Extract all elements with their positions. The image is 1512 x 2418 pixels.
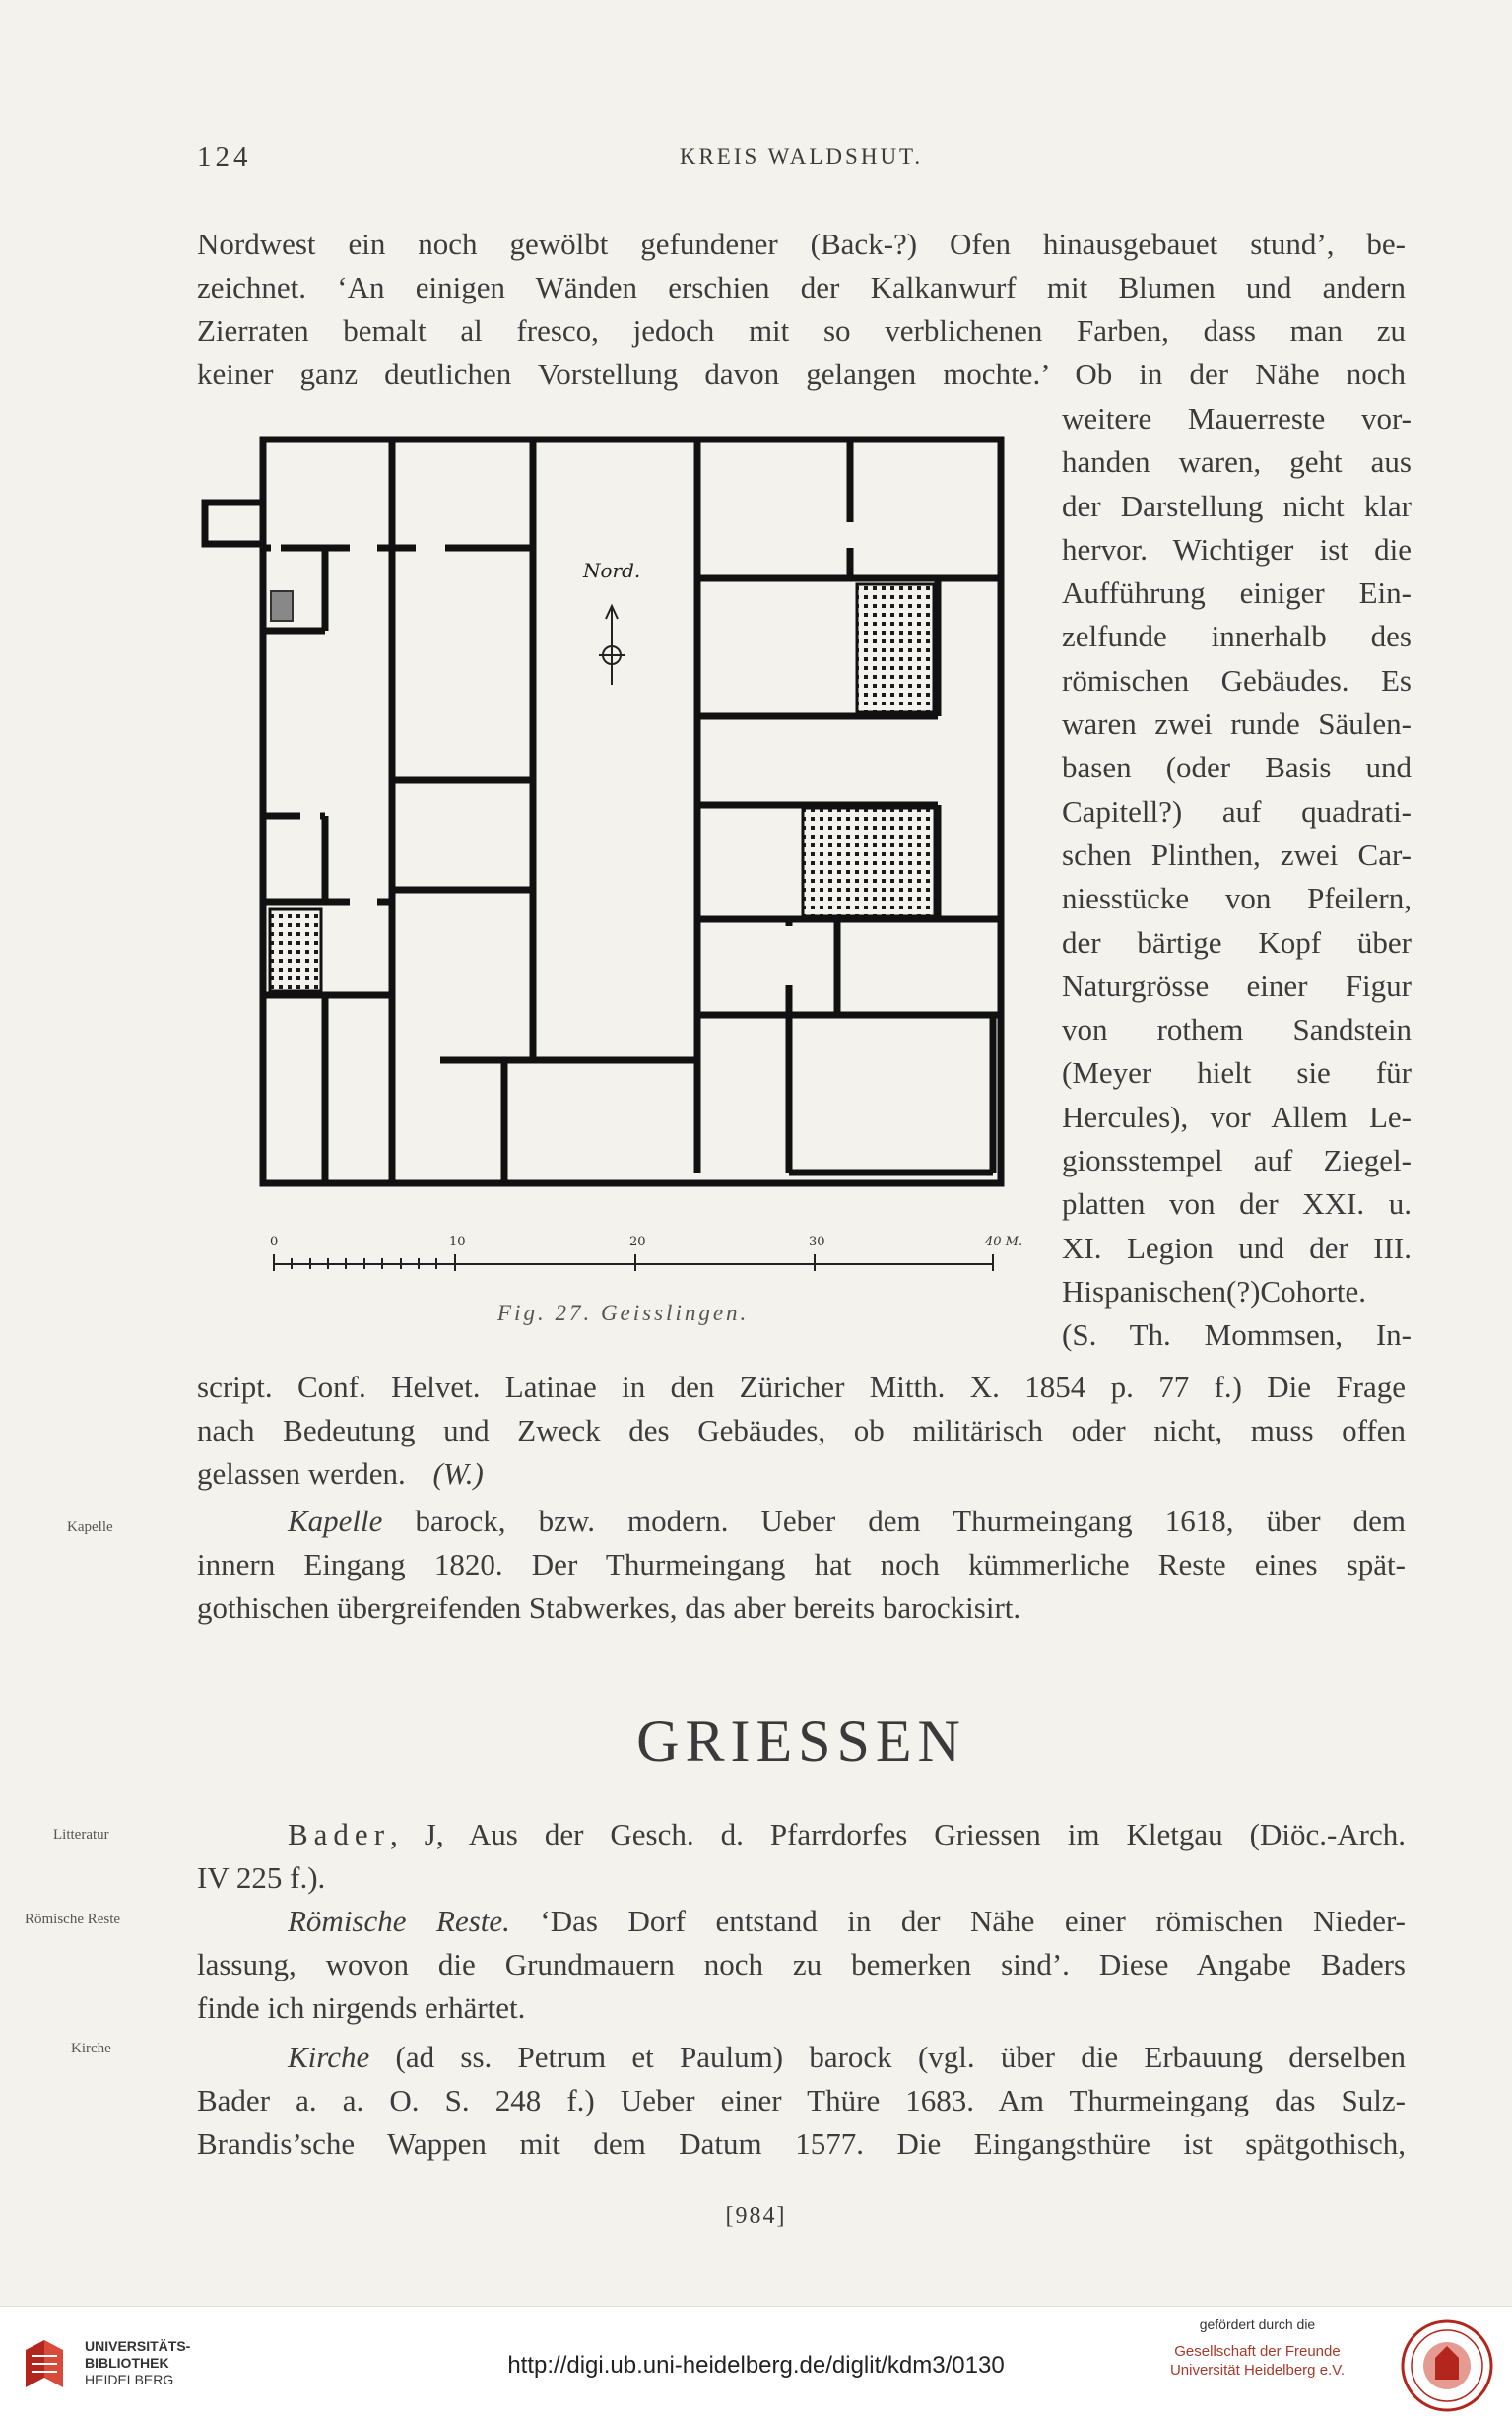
text-line bbox=[197, 1813, 1406, 1856]
text-fragment: (ad ss. Petrum et Paulum) barock (vgl. über die Erbauung derselben bbox=[395, 2040, 1406, 2074]
author-name: Bader bbox=[288, 1817, 391, 1851]
text-line: platten von der XXI. u. bbox=[1062, 1186, 1412, 1222]
text-line: Nordwest ein noch gewölbt gefundener (Back-?) Ofen hinausgebauet stund’, be- bbox=[197, 227, 1406, 261]
paragraph-end bbox=[197, 1366, 1406, 1496]
page-header bbox=[197, 141, 1406, 180]
floor-plan-drawing bbox=[197, 434, 1054, 1301]
text-line: Aufführung einiger Ein- bbox=[1062, 575, 1412, 611]
text-line: weitere Mauerreste vor- bbox=[1062, 401, 1412, 436]
text-line: von rothem Sandstein bbox=[1062, 1012, 1412, 1047]
scale-label: 40 M. bbox=[985, 1235, 1023, 1249]
north-arrow-icon bbox=[599, 606, 625, 685]
text-line: waren zwei runde Säulen- bbox=[1062, 706, 1412, 742]
text-line: Naturgrösse einer Figur bbox=[1062, 968, 1412, 1003]
text-fragment: barock, bzw. modern. Ueber dem Thurmeingang 1618, über dem bbox=[415, 1504, 1406, 1538]
text-line: gionsstempel auf Ziegel- bbox=[1062, 1143, 1412, 1178]
text-line: zeichnet. ‘An einigen Wänden erschien der Kalkanwurf mit Blumen und andern bbox=[197, 270, 1406, 304]
section-heading: GRIESSEN bbox=[636, 1709, 966, 1774]
text-line: nach Bedeutung und Zweck des Gebäudes, ob militärisch oder nicht, muss offen bbox=[197, 1413, 1406, 1447]
sponsor-org-line: Universität Heidelberg e.V. bbox=[1169, 2362, 1345, 2379]
text-line: (Meyer hielt sie für bbox=[1062, 1055, 1412, 1091]
north-label: Nord. bbox=[583, 559, 641, 582]
library-name-line: UNIVERSITÄTS- bbox=[85, 2338, 191, 2354]
sponsor-org bbox=[1170, 2342, 1345, 2380]
text-line: römischen Gebäudes. Es bbox=[1062, 662, 1412, 698]
text-line bbox=[197, 1452, 1406, 1496]
text-line: handen waren, geht aus bbox=[1062, 444, 1412, 480]
permalink-url[interactable]: http://digi.ub.uni-heidelberg.de/diglit/kdm3/0130 bbox=[507, 2352, 1005, 2379]
university-seal-icon bbox=[1400, 2318, 1494, 2413]
text-line: (S. Th. Mommsen, In- bbox=[1062, 1317, 1412, 1353]
text-line: der bärtige Kopf über bbox=[1062, 924, 1412, 960]
text-beside-figure bbox=[1062, 397, 1412, 1358]
footer-page-number: [984] bbox=[725, 2203, 787, 2229]
text-line: Brandis’sche Wappen mit dem Datum 1577. Die Eingangsthüre ist spätgothisch, bbox=[197, 2126, 1406, 2161]
paragraph-kapelle bbox=[197, 1500, 1406, 1630]
margin-note-litteratur: Litteratur bbox=[53, 1827, 109, 1843]
text-line: lassung, wovon die Grundmauern noch zu bemerken sind’. Diese Angabe Baders bbox=[197, 1947, 1406, 1981]
scale-bar bbox=[274, 1254, 993, 1271]
library-name-line: HEIDELBERG bbox=[85, 2372, 174, 2387]
text-line: XI. Legion und der III. bbox=[1062, 1230, 1412, 1265]
text-line: der Darstellung nicht klar bbox=[1062, 488, 1412, 523]
page-number: 124 bbox=[197, 141, 252, 172]
margin-note-kapelle: Kapelle bbox=[67, 1519, 113, 1535]
text-line: Capitell?) auf quadrati- bbox=[1062, 793, 1412, 829]
text-line bbox=[197, 1900, 1406, 1943]
figure-caption: Fig. 27. Geisslingen. bbox=[497, 1301, 750, 1325]
text-line: schen Plinthen, zwei Car- bbox=[1062, 837, 1412, 872]
text-line: IV 225 f.). bbox=[197, 1860, 326, 1895]
text-line: Bader a. a. O. S. 248 f.) Ueber einer Thüre 1683. Am Thurmeingang das Sulz- bbox=[197, 2083, 1406, 2117]
margin-note-kirche: Kirche bbox=[71, 2041, 111, 2056]
lead-term: Kirche bbox=[288, 2040, 370, 2074]
text-line: innern Eingang 1820. Der Thurmeingang hat noch kümmerliche Reste eines spät- bbox=[197, 1547, 1406, 1581]
text-line: Hispanischen(?)Cohorte. bbox=[1062, 1273, 1367, 1309]
margin-note-roemische-reste: Römische Reste bbox=[25, 1912, 121, 1927]
paragraph-continuation bbox=[197, 223, 1406, 396]
text-line: Hercules), vor Allem Le- bbox=[1062, 1099, 1412, 1134]
scale-label: 20 bbox=[629, 1235, 646, 1249]
text-line: basen (oder Basis und bbox=[1062, 750, 1412, 785]
text-line: niesstücke von Pfeilern, bbox=[1062, 881, 1412, 916]
text-line: Zierraten bemalt al fresco, jedoch mit so verblichenen Farben, dass man zu bbox=[197, 313, 1406, 348]
library-name-line: BIBLIOTHEK bbox=[85, 2355, 169, 2371]
viewer-footer-bar bbox=[0, 2306, 1512, 2418]
paragraph-kirche bbox=[197, 2036, 1406, 2166]
scale-label: 10 bbox=[449, 1235, 466, 1249]
text-fragment: , J, Aus der Gesch. d. Pfarrdorfes Griessen im Kletgau (Diöc.-Arch. bbox=[390, 1817, 1406, 1851]
text-fragment: ‘Das Dorf entstand in der Nähe einer römischen Nieder- bbox=[540, 1904, 1407, 1938]
lead-term: Kapelle bbox=[288, 1504, 383, 1538]
sponsor-block[interactable] bbox=[1170, 2317, 1345, 2380]
lead-term: Römische Reste. bbox=[288, 1904, 510, 1938]
text-line: gothischen übergreifenden Stabwerkes, das aber bereits barockisirt. bbox=[197, 1590, 1021, 1625]
sponsor-org-line: Gesellschaft der Freunde bbox=[1174, 2343, 1341, 2360]
author-mark: (W.) bbox=[432, 1456, 484, 1491]
running-title: KREIS WALDSHUT. bbox=[679, 144, 924, 168]
scale-label: 30 bbox=[809, 1235, 825, 1249]
sponsor-label: gefördert durch die bbox=[1199, 2317, 1316, 2332]
text-line: zelfunde innerhalb des bbox=[1062, 619, 1412, 654]
text-line: finde ich nirgends erhärtet. bbox=[197, 1990, 526, 2025]
paragraph-roemische-reste bbox=[197, 1900, 1406, 2030]
text-line: keiner ganz deutlichen Vorstellung davon gelangen mochte.’ Ob in der Nähe noch bbox=[197, 357, 1406, 391]
scale-label: 0 bbox=[270, 1235, 279, 1249]
floor-plan-figure bbox=[197, 434, 1054, 1301]
text-fragment: gelassen werden. bbox=[197, 1456, 406, 1491]
paragraph-litteratur bbox=[197, 1813, 1406, 1900]
text-line: hervor. Wichtiger ist die bbox=[1062, 531, 1412, 567]
text-line: script. Conf. Helvet. Latinae in den Züricher Mitth. X. 1854 p. 77 f.) Die Frage bbox=[197, 1370, 1406, 1404]
text-line bbox=[197, 2036, 1406, 2079]
text-line bbox=[197, 1500, 1406, 1543]
